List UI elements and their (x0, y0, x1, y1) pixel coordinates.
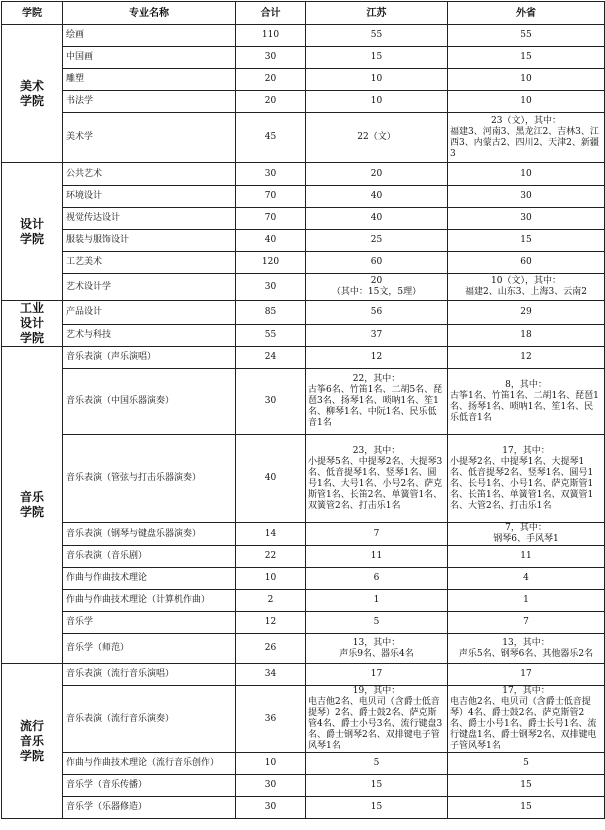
table-row (2, 523, 605, 546)
other-provinces-count: 18 (448, 324, 605, 347)
other-provinces-count (448, 113, 605, 163)
total-count: 20 (236, 91, 306, 113)
table-row (2, 775, 605, 797)
other-provinces-count: 10 (448, 163, 605, 186)
jiangsu-count-text: 古筝6名、竹笛1名、二胡5名、琵琶3名、扬琴1名、唢呐1名、笙1名、柳琴1名、中阮1名、民乐低音1名 (308, 385, 443, 428)
other-provinces-count: 10 (448, 69, 605, 91)
other-provinces-count (448, 369, 605, 435)
total-count: 30 (236, 369, 306, 435)
table-row (2, 252, 605, 274)
total-count: 110 (236, 25, 306, 47)
major-name: 环境设计 (63, 186, 236, 208)
jiangsu-count: 20 (306, 163, 448, 186)
table-row (2, 274, 605, 301)
total-count: 24 (236, 347, 306, 369)
jiangsu-count: 56 (306, 301, 448, 325)
major-name: 音乐表演（流行音乐演唱） (63, 664, 236, 686)
other-provinces-count: 5 (448, 753, 605, 775)
other-provinces-count: 12 (448, 347, 605, 369)
jiangsu-count-head: 20 (370, 276, 383, 286)
enrollment-table (1, 1, 605, 819)
jiangsu-count-text: 声乐9名、器乐4名 (339, 648, 414, 659)
other-provinces-count: 10 (448, 91, 605, 113)
table-row (2, 25, 605, 47)
header-college: 学院 (2, 2, 63, 25)
college-name-text: 流行 音乐 学院 (19, 718, 44, 763)
other-provinces-count-head: 10（文），其中： (491, 276, 561, 286)
total-count: 26 (236, 634, 306, 664)
other-provinces-count-text: 小提琴2名、中提琴1名、大提琴1名、低音提琴2名、竖琴1名、圆号1名、长号1名、小号1名、萨克斯管1名、长笛1名、单簧管1名、双簧管1名、大管2名、打击乐1名 (450, 456, 594, 511)
college-name (2, 301, 63, 347)
table-body (2, 25, 605, 819)
jiangsu-count (306, 274, 448, 301)
total-count: 70 (236, 208, 306, 230)
other-provinces-count (448, 634, 605, 664)
other-provinces-count-text: 古筝1名、竹笛1名、二胡1名、琵琶1名、扬琴1名、唢呐1名、笙1名、民乐低音1名 (450, 390, 599, 423)
major-name: 公共艺术 (63, 163, 236, 186)
jiangsu-count: 60 (306, 252, 448, 274)
table-row (2, 113, 605, 163)
major-name: 工艺美术 (63, 252, 236, 274)
other-provinces-count: 30 (448, 186, 605, 208)
jiangsu-count-head: 23，其中： (352, 445, 401, 456)
table-row (2, 163, 605, 186)
table-row (2, 369, 605, 435)
major-name: 中国画 (63, 47, 236, 69)
other-provinces-count-head: 8，其中： (505, 379, 547, 390)
total-count: 12 (236, 612, 306, 634)
jiangsu-count-head: 22，其中： (352, 374, 401, 384)
total-count: 70 (236, 186, 306, 208)
total-count: 30 (236, 797, 306, 819)
table-row (2, 301, 605, 325)
other-provinces-count-text: 声乐5名、钢琴6名、其他器乐2名 (458, 648, 594, 659)
table-row (2, 324, 605, 347)
total-count: 22 (236, 546, 306, 568)
other-provinces-count: 15 (448, 230, 605, 252)
jiangsu-count-text: 小提琴5名、中提琴2名、大提琴3名、低音提琴1名、竖琴1名、圆号1名、大号1名、小号2名、萨克斯管1名、长笛2名、单簧管1名、双簧管2名、打击乐1名 (308, 456, 443, 511)
jiangsu-count: 5 (306, 753, 448, 775)
major-name: 书法学 (63, 91, 236, 113)
major-name: 音乐学（乐器修造） (63, 797, 236, 819)
total-count: 40 (236, 435, 306, 523)
table-row (2, 546, 605, 568)
major-name: 音乐学（师范） (63, 634, 236, 664)
total-count: 34 (236, 664, 306, 686)
other-provinces-count: 7 (448, 612, 605, 634)
major-name: 音乐表演（声乐演唱） (63, 347, 236, 369)
major-name: 艺术与科技 (63, 324, 236, 347)
other-provinces-count (448, 686, 605, 753)
major-name: 作曲与作曲技术理论 (63, 568, 236, 590)
total-count: 85 (236, 301, 306, 325)
jiangsu-count: 15 (306, 797, 448, 819)
major-name: 音乐学（音乐传播） (63, 775, 236, 797)
jiangsu-count: 10 (306, 69, 448, 91)
total-count: 36 (236, 686, 306, 753)
other-provinces-count-head: 17，其中： (502, 686, 550, 696)
jiangsu-count (306, 634, 448, 664)
major-name: 视觉传达设计 (63, 208, 236, 230)
major-name: 音乐学 (63, 612, 236, 634)
header-total: 合计 (236, 2, 306, 25)
table-row (2, 435, 605, 523)
major-name: 艺术设计学 (63, 274, 236, 301)
other-provinces-count-head: 13，其中： (502, 637, 550, 648)
jiangsu-count-text: （其中：15文，5理） (331, 287, 422, 297)
major-name: 作曲与作曲技术理论（流行音乐创作） (63, 753, 236, 775)
other-provinces-count (448, 435, 605, 523)
total-count: 120 (236, 252, 306, 274)
jiangsu-count: 22（文） (306, 113, 448, 163)
header-jiangsu: 江苏 (306, 2, 448, 25)
jiangsu-count: 17 (306, 664, 448, 686)
other-provinces-count-text: 钢琴6、手风琴1 (493, 534, 559, 544)
header-other-provinces: 外省 (448, 2, 605, 25)
jiangsu-count: 40 (306, 208, 448, 230)
college-name-text: 音乐 学院 (19, 490, 44, 519)
major-name: 音乐表演（管弦与打击乐器演奏） (63, 435, 236, 523)
total-count: 2 (236, 590, 306, 612)
other-provinces-count-head: 23（文），其中： (491, 115, 561, 126)
major-name: 作曲与作曲技术理论（计算机作曲） (63, 590, 236, 612)
total-count: 30 (236, 775, 306, 797)
major-name: 服装与服饰设计 (63, 230, 236, 252)
table-row (2, 69, 605, 91)
college-name-text: 工业 设计 学院 (19, 301, 44, 345)
table-row (2, 612, 605, 634)
other-provinces-count-head: 17，其中： (502, 445, 550, 456)
table-row (2, 230, 605, 252)
other-provinces-count-text: 电吉他2名、电贝司（含爵士低音提琴）4名、爵士鼓2名、萨克斯管2名、爵士小号1名、爵士长号1名、流行键盘1名、爵士钢琴2名、双排键电子管风琴1名 (450, 697, 597, 751)
table-row (2, 797, 605, 819)
other-provinces-count-text: 福建2、山东3、上海3、云南2 (465, 287, 587, 297)
jiangsu-count: 1 (306, 590, 448, 612)
other-provinces-count: 60 (448, 252, 605, 274)
major-name: 音乐表演（音乐剧） (63, 546, 236, 568)
major-name: 绘画 (63, 25, 236, 47)
total-count: 10 (236, 753, 306, 775)
college-name-text: 美术 学院 (19, 78, 44, 108)
table-row (2, 634, 605, 664)
college-name (2, 664, 63, 819)
other-provinces-count: 29 (448, 301, 605, 325)
jiangsu-count: 25 (306, 230, 448, 252)
other-provinces-count: 15 (448, 47, 605, 69)
jiangsu-count (306, 369, 448, 435)
total-count: 10 (236, 568, 306, 590)
jiangsu-count: 11 (306, 546, 448, 568)
major-name: 雕塑 (63, 69, 236, 91)
total-count: 30 (236, 274, 306, 301)
total-count: 45 (236, 113, 306, 163)
table-row (2, 47, 605, 69)
other-provinces-count: 1 (448, 590, 605, 612)
table-row (2, 91, 605, 113)
college-name (2, 25, 63, 163)
jiangsu-count: 10 (306, 91, 448, 113)
other-provinces-count: 11 (448, 546, 605, 568)
major-name: 音乐表演（钢琴与键盘乐器演奏） (63, 523, 236, 546)
jiangsu-count (306, 435, 448, 523)
other-provinces-count: 15 (448, 797, 605, 819)
other-provinces-count: 17 (448, 664, 605, 686)
other-provinces-count: 55 (448, 25, 605, 47)
jiangsu-count-head: 19，其中： (352, 686, 401, 696)
jiangsu-count-head: 13，其中： (352, 637, 401, 648)
other-provinces-count: 15 (448, 775, 605, 797)
major-name: 产品设计 (63, 301, 236, 325)
jiangsu-count-text: 电吉他2名、电贝司（含爵士低音提琴）2名、爵士鼓2名、萨克斯管4名、爵士小号3名、流行键盘3名、爵士钢琴2名、双排键电子管风琴1名 (308, 697, 443, 751)
total-count: 30 (236, 47, 306, 69)
major-name: 美术学 (63, 113, 236, 163)
other-provinces-count-text: 福建3、河南3、黑龙江2、吉林3、江西3、内蒙古2、四川2、天津2、新疆3 (450, 126, 599, 159)
jiangsu-count (306, 686, 448, 753)
other-provinces-count: 30 (448, 208, 605, 230)
other-provinces-count (448, 274, 605, 301)
other-provinces-count (448, 523, 605, 546)
major-name: 音乐表演（流行音乐演奏） (63, 686, 236, 753)
jiangsu-count: 55 (306, 25, 448, 47)
other-provinces-count: 4 (448, 568, 605, 590)
total-count: 30 (236, 163, 306, 186)
major-name: 音乐表演（中国乐器演奏） (63, 369, 236, 435)
table-row (2, 590, 605, 612)
jiangsu-count: 37 (306, 324, 448, 347)
jiangsu-count: 12 (306, 347, 448, 369)
table-row (2, 753, 605, 775)
total-count: 40 (236, 230, 306, 252)
other-provinces-count-head: 7，其中： (505, 523, 547, 533)
table-row (2, 208, 605, 230)
total-count: 55 (236, 324, 306, 347)
table-row (2, 568, 605, 590)
total-count: 20 (236, 69, 306, 91)
header-row (2, 2, 605, 25)
jiangsu-count: 6 (306, 568, 448, 590)
total-count: 14 (236, 523, 306, 546)
college-name (2, 163, 63, 301)
jiangsu-count: 15 (306, 775, 448, 797)
header-major: 专业名称 (63, 2, 236, 25)
jiangsu-count: 7 (306, 523, 448, 546)
table-row (2, 186, 605, 208)
table-row (2, 664, 605, 686)
jiangsu-count: 15 (306, 47, 448, 69)
jiangsu-count: 40 (306, 186, 448, 208)
table-row (2, 686, 605, 753)
table-row (2, 347, 605, 369)
college-name-text: 设计 学院 (19, 216, 44, 246)
college-name (2, 347, 63, 664)
jiangsu-count: 5 (306, 612, 448, 634)
